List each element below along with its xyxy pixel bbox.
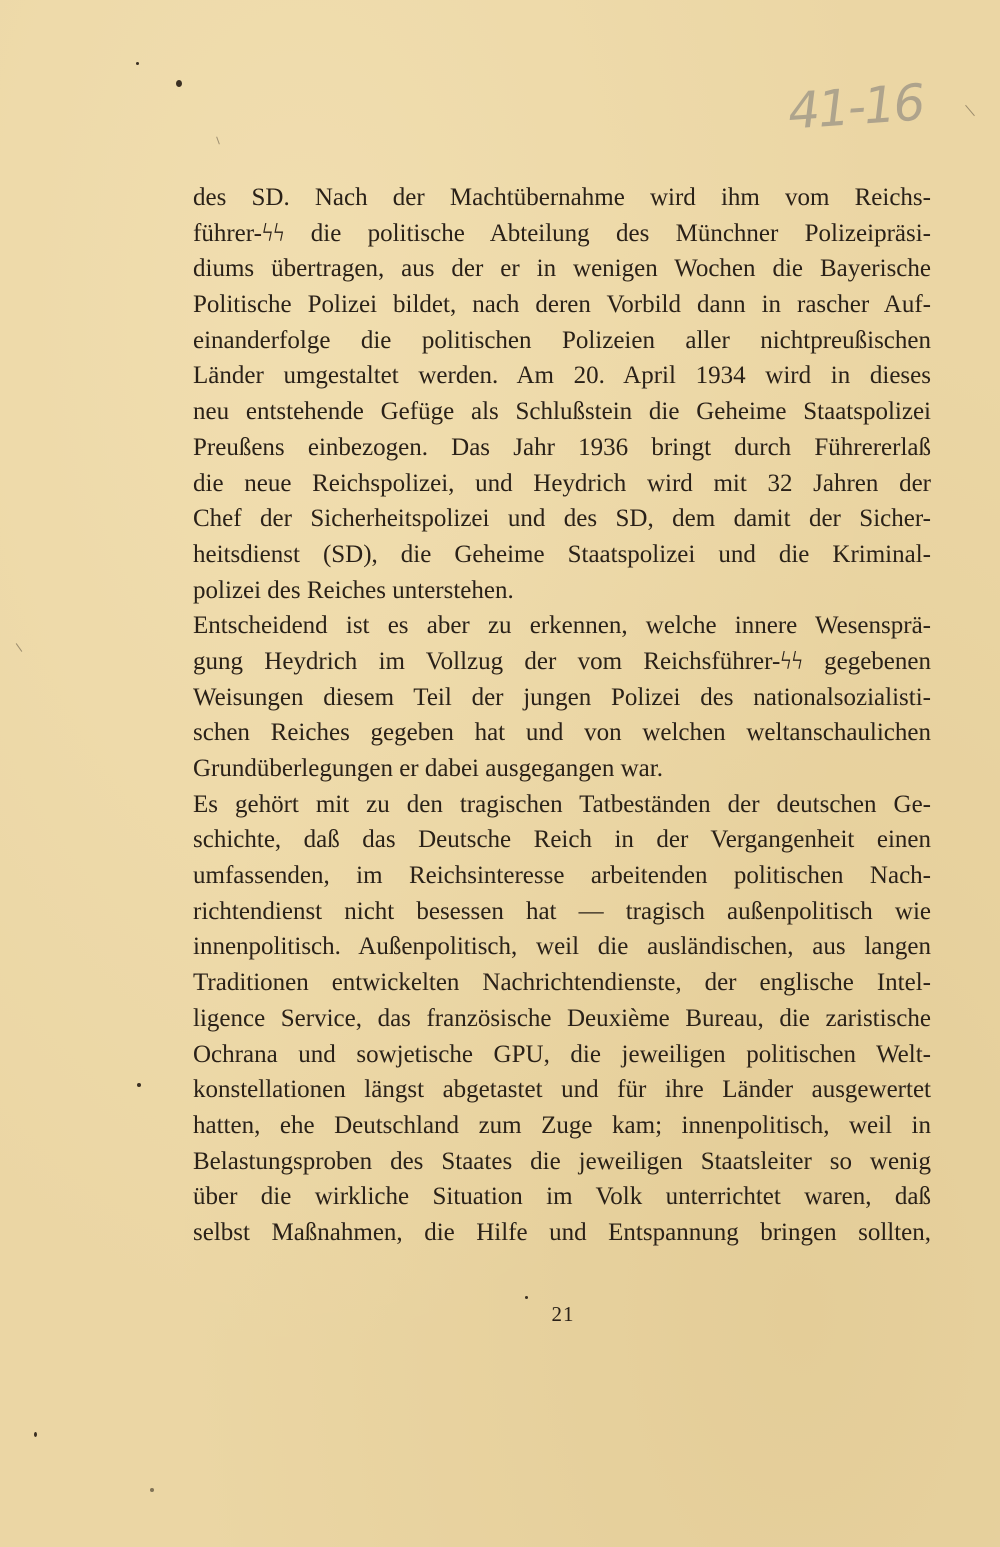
text-line: Entscheidend ist es aber zu erkennen, welche innere Wesensprä- — [193, 612, 931, 640]
text-line: hatten, ehe Deutschland zum Zuge kam; innenpolitisch, weil in — [193, 1111, 931, 1139]
paper-speck — [137, 1083, 141, 1087]
text-line: Länder umgestaltet werden. Am 20. April 1934 wird in dieses — [193, 362, 931, 390]
text-line: über die wirkliche Situation im Volk unterrichtet waren, daß — [193, 1183, 931, 1211]
text-line: selbst Maßnahmen, die Hilfe und Entspannung bringen sollten, — [193, 1218, 931, 1246]
paper-speck — [525, 1296, 528, 1299]
text-line: richtendienst nicht besessen hat — tragisch außenpolitisch wie — [193, 897, 931, 925]
text-line: polizei des Reiches unterstehen. — [193, 576, 514, 604]
text-line: Politische Polizei bildet, nach deren Vorbild dann in rascher Auf- — [193, 291, 931, 319]
text-line: schichte, daß das Deutsche Reich in der Vergangenheit einen — [193, 826, 931, 854]
paper-speck — [176, 80, 182, 87]
text-line: die neue Reichspolizei, und Heydrich wird mit 32 Jahren der — [193, 469, 931, 497]
text-line: Traditionen entwickelten Nachrichtendienste, der englische Intel- — [193, 969, 931, 997]
text-line: neu entstehende Gefüge als Schlußstein die Geheime Staatspolizei — [193, 398, 931, 426]
text-line: umfassenden, im Reichsinteresse arbeitenden politischen Nach- — [193, 862, 931, 890]
text-line: heitsdienst (SD), die Geheime Staatspolizei und die Kriminal- — [193, 540, 931, 568]
paper-speck — [136, 62, 139, 65]
text-line: führer-ϟϟ die politische Abteilung des Münchner Polizeipräsi- — [193, 219, 931, 247]
text-line: konstellationen längst abgetastet und für ihre Länder ausgewertet — [193, 1076, 931, 1104]
text-line: Preußens einbezogen. Das Jahr 1936 bringt durch Führererlaß — [193, 433, 931, 461]
paper-scratch — [216, 137, 220, 145]
page-number: 21 — [551, 1302, 575, 1326]
text-line: Weisungen diesem Teil der jungen Polizei des nationalsozialisti- — [193, 683, 931, 711]
text-line: Ochrana und sowjetische GPU, die jeweiligen politischen Welt- — [193, 1040, 931, 1068]
text-line: des SD. Nach der Machtübernahme wird ihm vom Reichs- — [193, 184, 931, 211]
text-line: Es gehört mit zu den tragischen Tatbeständen der deutschen Ge- — [193, 790, 931, 818]
text-line: Belastungsproben des Staates die jeweiligen Staatsleiter so wenig — [193, 1147, 931, 1175]
paper-scratch — [965, 105, 975, 116]
paper-speck — [150, 1488, 154, 1492]
text-line: gung Heydrich im Vollzug der vom Reichsführer-ϟϟ gegebenen — [193, 647, 931, 675]
text-line: ligence Service, das französische Deuxième Bureau, die zaristische — [193, 1004, 931, 1032]
paper-scratch — [16, 643, 23, 652]
archive-pencil-mark: 41-16 — [786, 73, 926, 141]
paper-speck — [34, 1432, 37, 1437]
text-line: schen Reiches gegeben hat und von welchen weltanschaulichen — [193, 719, 931, 747]
text-line: einanderfolge die politischen Polizeien aller nichtpreußischen — [193, 326, 931, 354]
text-line: Chef der Sicherheitspolizei und des SD, dem damit der Sicher- — [193, 505, 931, 533]
text-line: Grundüberlegungen er dabei ausgegangen war. — [193, 755, 663, 782]
text-line: innenpolitisch. Außenpolitisch, weil die ausländischen, aus langen — [193, 933, 931, 961]
text-line: diums übertragen, aus der er in wenigen Wochen die Bayerische — [193, 255, 931, 283]
body-text — [193, 180, 931, 1251]
